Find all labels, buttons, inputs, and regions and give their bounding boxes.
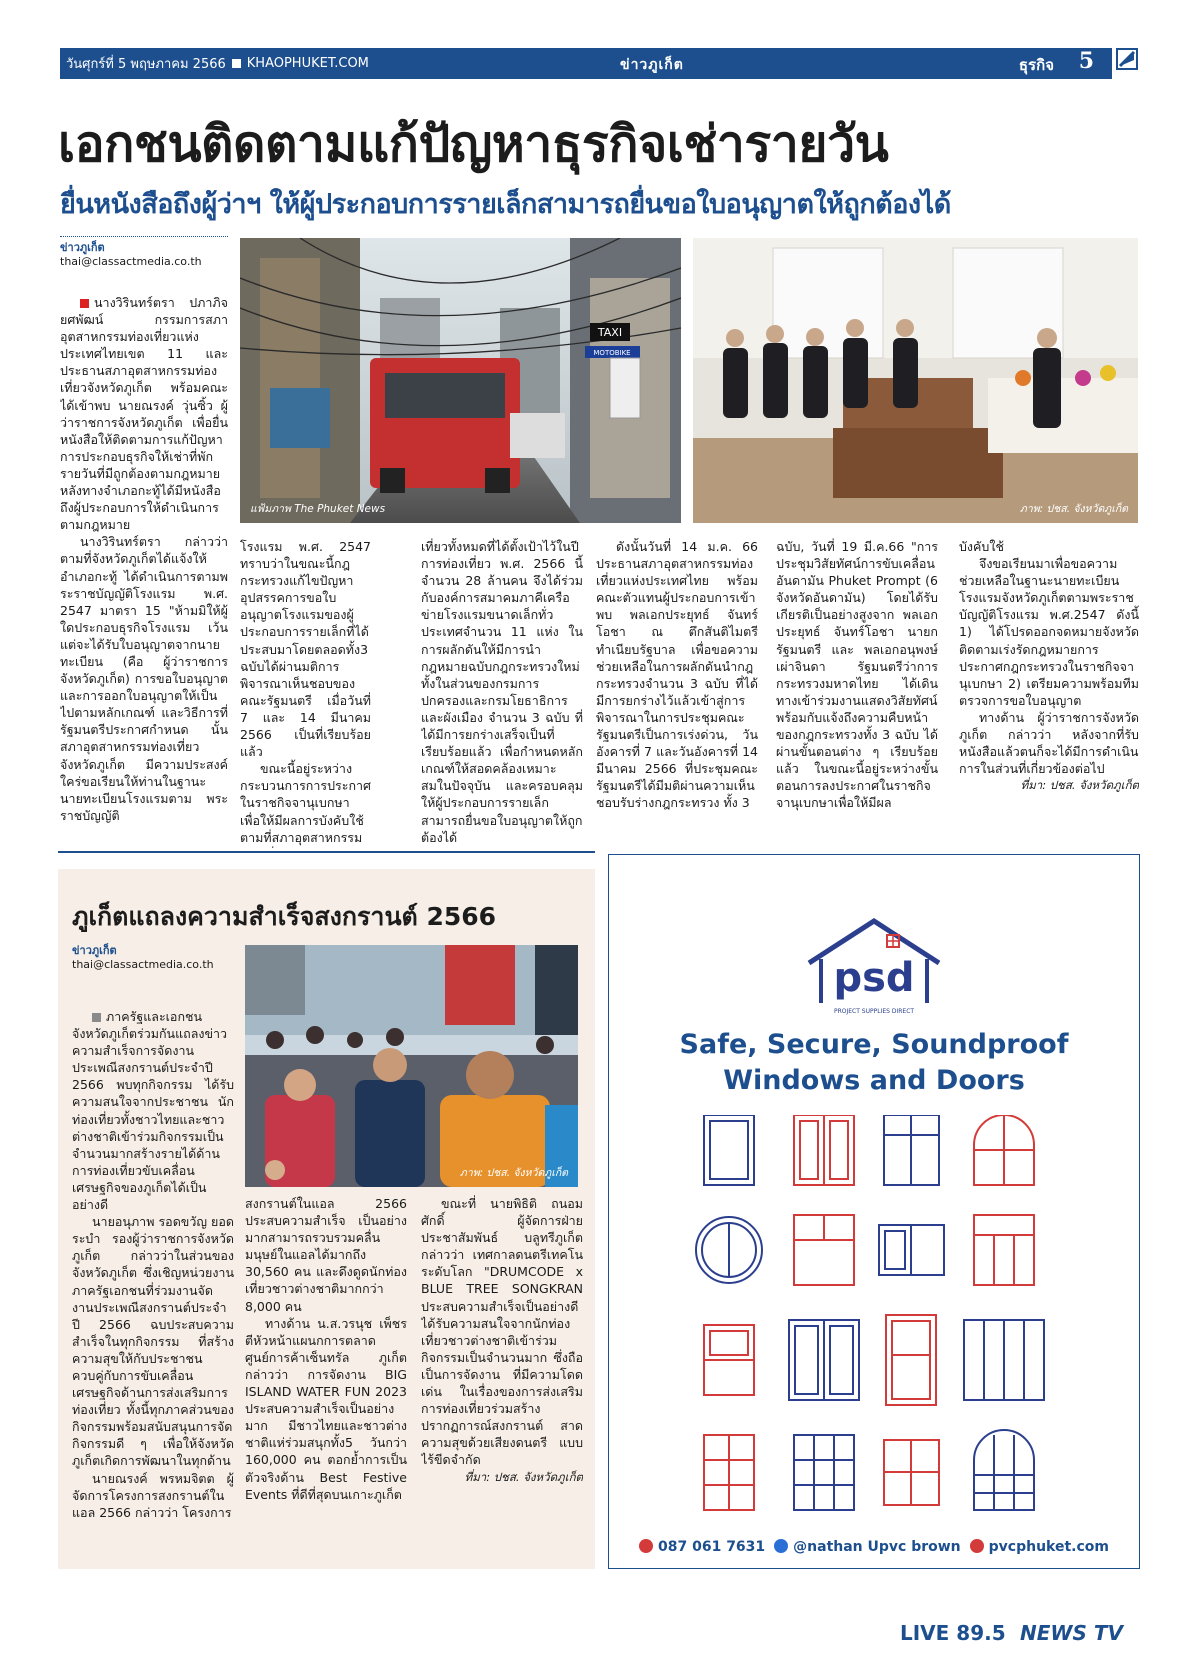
photo-caption: ภาพ: ปชส. จังหวัดภูเก็ต [1019, 503, 1128, 515]
double-window-icon [794, 1115, 854, 1185]
ad-tagline [609, 1027, 1139, 1099]
byline-email[interactable]: thai@classactmedia.co.th [60, 255, 202, 268]
article1-column-4 [596, 538, 758, 848]
phone-icon [639, 1539, 653, 1553]
sliding-window-icon [794, 1215, 854, 1285]
facebook-icon [774, 1539, 788, 1553]
news-tv-logo: NEWS TV [1020, 1621, 1123, 1645]
paragraph: โรงแรม พ.ศ. 2547 ทราบว่าในขณะนี้กฎกระทรวงแก้ไขปัญหาอุปสรรคการขอใบอนุญาตโรงแรมของผู้ประกอบการรายเล็กที่ได้ประสบมาโดยตลอดทั้ง3 ฉบับได้ผ่านมติการพิจารณาเห็นชอบของคณะรัฐมนตรี เมื่อวันที่ 7 และ 14 มีนาคม 2566 เป็นที่เรียบร้อยแล้ว [240, 539, 371, 760]
bullet-marker [92, 1013, 101, 1022]
meeting-photo [693, 238, 1138, 523]
paragraph: จึงขอเรียนมาเพื่อขอความช่วยเหลือในฐานะนายทะเบียนโรงแรมจังหวัดภูเก็ตตามพระราชบัญญัติโรงแรม พ.ศ.2547 ดังนี้ 1) ได้โปรดออกจดหมายจังหวัดติดตามเร่งรัดกฎหมายการประกาศกฎกระทรวงในราชกิจจานุเบกษา 2) เตรียมความพร้อมทีมตรวจการขอใบอนุญาต [959, 556, 1139, 708]
casement-window-icon [974, 1215, 1034, 1285]
street-photo [240, 238, 681, 523]
site-url[interactable]: KHAOPHUKET.COM [246, 56, 369, 71]
separator-square [232, 59, 241, 68]
paragraph: ฉบับ, วันที่ 19 มี.ค.66 "การประชุมวิสัยทัศน์การขับเคลื่อนอันดามัน Phuket Prompt (6 จังหวัดอันดามัน) โดยได้รับเกียรติเป็นอย่างสูงจาก พลเอกประยุทธ์ จันทร์โอชา นายกรัฐมนตรี และ พลเอกอนุพงษ์ เผ่าจินดา รัฐมนตรีว่าการกระทรวงมหาดไทย ได้เดินทางเข้าร่วมงานแสดงวิสัยทัศน์ พร้อมกับแจ้งถึงความคืบหน้าของกฎกระทรวงทั้ง 3 ฉบับ ได้ผ่านขั้นตอนต่าง ๆ เรียบร้อยแล้ว ในขณะนี้อยู่ระหว่างขั้นตอนการลงประกาศในราชกิจจานุเบกษาเพื่อให้มีผล [776, 539, 938, 811]
article2-column-2 [245, 1195, 407, 1563]
phone-number: 087 061 7631 [658, 1539, 766, 1555]
section-name: ธุรกิจ [1018, 56, 1054, 74]
paragraph: ทางด้าน น.ส.วรนุช เพ็ชรตีหัวหน้าแผนกการตลาดศูนย์การค้าเซ็นทรัล ภูเก็ต กล่าวว่า การจัดงาน BIG ISLAND WATER FUN 2023 ประสบความสำเร็จเป็นอย่างมาก มีชาวไทยและชาวต่างชาติแห่ร่วมสนุกทั้ง5 วันกว่า 160,000 คน ตอกย้ำการเป็นตัวจริงด้าน Best Festive Events ที่ดีที่สุดบนเกาะภูเก็ต [245, 1315, 407, 1502]
article2-column-3 [421, 1195, 583, 1563]
ad-contacts [639, 1539, 1109, 1555]
bullet-marker [80, 299, 89, 308]
tagline-line-1: Safe, Secure, Soundproof [679, 1029, 1069, 1060]
main-subheadline: ยื่นหนังสือถึงผู้ว่าฯ ให้ผู้ประกอบการรายเล็กสามารถยื่นขอใบอนุญาตให้ถูกต้องได้ [60, 189, 951, 220]
article1-byline [60, 241, 202, 269]
article1-column-6 [959, 538, 1139, 848]
byline-name: ข่าวภูเก็ต [60, 241, 105, 254]
single-window-icon [704, 1115, 754, 1185]
grid-window-icon [704, 1435, 754, 1510]
songkran-title: ภูเก็ตแถลงความสำเร็จสงกรานต์ 2566 [72, 902, 497, 931]
website-url: pvcphuket.com [988, 1539, 1109, 1555]
fixed-window-icon [884, 1440, 939, 1505]
arched-grid-window-icon [974, 1430, 1034, 1510]
byline-email[interactable]: thai@classactmedia.co.th [72, 958, 214, 971]
footer-logos [900, 1614, 1138, 1650]
article2-column-1 [72, 1008, 234, 1563]
article1-column-1 [60, 294, 228, 854]
paragraph: ขณะนี้อยู่ระหว่างกระบวนการการประกาศในราชกิจจานุเบกษา เพื่อให้มีผลการบังคับใช้ ตามที่สภาอุตสาหกรรม [240, 761, 371, 845]
live-radio-logo: LIVE 89.5 [900, 1621, 1006, 1645]
songkran-photo [245, 945, 578, 1187]
colonial-window-icon [794, 1435, 854, 1510]
article1-column-3 [421, 538, 583, 848]
taxi-sign: TAXI [597, 326, 623, 339]
psd-house-logo-icon [799, 913, 949, 1023]
photo-caption: ภาพ: ปชส. จังหวัดภูเก็ต [459, 1167, 568, 1179]
wide-window-icon [879, 1225, 944, 1275]
article1-column-5 [776, 538, 938, 848]
website-contact[interactable] [970, 1539, 1109, 1555]
page-header-bar [60, 48, 1112, 79]
paragraph: นางวิรินทร์ตรา ปภาภิจยศพัฒน์ กรรมการสภาอุตสาหกรรมท่องเที่ยวแห่งประเทศไทยเขต 11 และประธานสภาอุตสาหกรรมท่องเที่ยวจังหวัดภูเก็ต พร้อมคณะ ได้เข้าพบ นายณรงค์ วุ่นซิ้ว ผู้ว่าราชการจังหวัดภูเก็ต เพื่อยื่นหนังสือให้ติดตามการแก้ปัญหาการประกอบธุรกิจให้เช่าที่พักรายวันที่มีถูกต้องตามกฎหมาย หลังทางจำเภอกะทู้ได้มีหนังสือถึงผู้ประกอบการให้ดำเนินการตามกฎหมาย [60, 295, 228, 533]
panel-window-icon [704, 1325, 754, 1395]
facebook-handle: @nathan Upvc brown [793, 1539, 961, 1555]
transom-window-icon [884, 1115, 939, 1185]
byline-name: ข่าวภูเก็ต [72, 944, 117, 957]
article2-source: ที่มา: ปชส. จังหวัดภูเก็ต [464, 1469, 583, 1484]
paragraph: นายณรงค์ พรหมจิตต ผู้จัดการโครงการสงกรานต์ในแอล 2566 กล่าวว่า โครงการ [72, 1470, 234, 1520]
main-headline: เอกชนติดตามแก้ปัญหาธุรกิจเช่ารายวัน [58, 115, 889, 173]
round-window-icon [696, 1217, 762, 1283]
globe-icon [970, 1539, 984, 1553]
photo-caption: แฟ้มภาพ The Phuket News [250, 503, 386, 515]
corner-arrow-icon [1116, 48, 1138, 70]
phone-contact[interactable] [639, 1539, 765, 1555]
paragraph: ภาครัฐและเอกชนจังหวัดภูเก็ตร่วมกันแถลงข่าวความสำเร็จการจัดงานประเพณีสงกรานต์ประจำปี 2566 พบทุกกิจกรรม ได้รับความสนใจจากประชาชน นักท่องเที่ยวทั้งชาวไทยและชาวต่างชาติเข้าร่วมกิจกรรมเป็นจำนวนมากสร้างรายได้ด้านการท่องเที่ยวขับเคลื่อนเศรษฐกิจของภูเก็ตได้เป็นอย่างดี [72, 1009, 234, 1213]
arched-window-icon [974, 1115, 1034, 1185]
paragraph: นายอนุภาพ รอดขวัญ ยอดระบำ รองผู้ว่าราชการจังหวัดภูเก็ต กล่าวว่าในส่วนของจังหวัดภูเก็ต ซึ่งเชิญหน่วยงานภาครัฐเอกชนที่ร่วมงานจัดงานประเพณีสงกรานต์ประจำปี 2566 ฉบประสบความสำเร็จในทุกกิจกรรม ที่สร้างความสุขให้กับประชาชนควบคู่กับการขับเคลื่อนเศรษฐกิจด้านการส่งเสริมการท่องเที่ยว ทั้งนี้ทุกภาคส่วนของกิจกรรมพร้อมสนับสนุนการจัดกิจกรรมดี ๆ เพื่อให้จังหวัดภูเก็ตเกิดการพัฒนาในทุกด้าน [72, 1214, 234, 1469]
article2-byline [72, 944, 214, 972]
paper-logo: ข่าวภูเก็ต [620, 57, 684, 73]
paragraph: นางวิรินทร์ตรา กล่าวว่า ตามที่จังหวัดภูเก็ตได้แจ้งให้อำเภอกะทู้ ได้ดำเนินการตามพระราชบัญญัติโรงแรม พ.ศ. 2547 มาตรา 15 "ห้ามมิให้ผู้ใดประกอบธุรกิจโรงแรม เว้นแต่จะได้รับใบอนุญาตจากนายทะเบียน (คือ ผู้ว่าราชการจังหวัดภูเก็ต) การขอใบอนุญาตและการออกใบอนุญาตให้เป็นไปตามหลักเกณฑ์ และวิธีการที่รัฐมนตรีประกาศกำหนด นั้น สภาอุตสาหกรรมท่องเที่ยวจังหวัดภูเก็ต มีความประสงค์ใคร่ขอเรียนให้ท่านในฐานะนายทะเบียนโรงแรมตาม พระราชบัญญัติ [60, 534, 228, 823]
brand-name: psd [833, 955, 915, 1001]
issue-date: วันศุกร์ที่ 5 พฤษภาคม 2566 [66, 57, 226, 72]
page-number: 5 [1078, 48, 1094, 74]
paragraph: สงกรานต์ในแอล 2566 ประสบความสำเร็จ เป็นอย่างมากสามารถรวบรวมคลื่นมนุษย์ในแอลได้มากถึง 30,560 คน และดึงดูดนักท่องเที่ยวชาวต่างชาติมากกว่า 8,000 คน [245, 1196, 407, 1314]
psd-advertisement[interactable] [608, 854, 1140, 1569]
motobike-sign: MOTOBIKE [593, 349, 631, 357]
brand-subtitle: PROJECT SUPPLIES DIRECT [833, 1008, 915, 1015]
paragraph: บังคับใช้ [959, 539, 1004, 554]
sliding-door-icon [964, 1320, 1044, 1400]
byline-rule [60, 236, 228, 237]
facebook-contact[interactable] [774, 1539, 961, 1555]
paragraph: ทางด้าน ผู้ว่าราชการจังหวัดภูเก็ต กล่าวว่า หลังจากที่รับหนังสือแล้วตนก็จะได้มีการดำเนินการในส่วนที่เกี่ยวข้องต่อไป [959, 709, 1139, 777]
paragraph: เที่ยวทั้งหมดที่ได้ตั้งเป้าไว้ในปีการท่องเที่ยว พ.ศ. 2566 นี้จำนวน 28 ล้านคน จึงได้ร่วมกับองค์การสมาคมภาคีเครือข่ายโรงแรมขนาดเล็กทั่วประเทศจำนวน 11 แห่ง ในการผลักดันให้มีการนำกฎหมายฉบับกฎกระทรวงใหม่ ทั้งในส่วนของกรมการปกครองและกรมโยธาธิการ และผังเมือง จำนวน 3 ฉบับ ที่ได้มีการยกร่างเสร็จเป็นที่เรียบร้อยแล้ว เพื่อกำหนดหลักเกณฑ์ให้สอดคล้องเหมาะสมในปัจจุบัน และครอบคลุมให้ผู้ประกอบการรายเล็กสามารถยื่นขอใบอนุญาตให้ถูกต้องได้ [421, 539, 583, 845]
french-door-icon [789, 1320, 859, 1400]
article1-column-2 [240, 538, 371, 848]
section-divider [58, 851, 595, 853]
window-door-grid [609, 1115, 1139, 1525]
tagline-line-2: Windows and Doors [723, 1065, 1025, 1096]
tall-door-icon [886, 1315, 936, 1405]
article1-source: ที่มา: ปชส. จังหวัดภูเก็ต [1020, 778, 1139, 793]
paragraph: ดังนั้นวันที่ 14 ม.ค. 66 ประธานสภาอุตสาหกรรมท่องเที่ยวแห่งประเทศไทย พร้อมคณะตัวแทนผู้ประกอบการเข้าพบ พลเอกประยุทธ์ จันทร์โอชา ณ ตึกสันติไมตรี ทำเนียบรัฐบาล เพื่อขอความช่วยเหลือในการผลักดันนำกฎกระทรวงจำนวน 3 ฉบับ ที่ได้มีการยกร่างไว้แล้วเข้าสู่การพิจารณาในการประชุมคณะรัฐมนตรีเป็นการเร่งด่วน, วันอังคารที่ 7 และวันอังคารที่ 14 มีนาคม 2566 ที่ประชุมคณะรัฐมนตรีได้มีมติผ่านความเห็นชอบรับร่างกฎกระทรวง ทั้ง 3 [596, 539, 758, 811]
paragraph: ขณะที่ นายพิธิติ ถนอมศักดิ์ ผู้จัดการฝ่ายประชาสัมพันธ์ บลูทรีภูเก็ต กล่าวว่า เทศกาลดนตรีเทคโนระดับโลก "DRUMCODE x BLUE TREE SONGKRAN ประสบความสำเร็จเป็นอย่างดี ได้รับความสนใจจากนักท่องเที่ยวชาวต่างชาติเข้าร่วมกิจกรรมเป็นจำนวนมาก ซึ่งถือเป็นการจัดงาน ที่มีความโดดเด่น ในเรื่องของการส่งเสริมการท่องเที่ยวร่วมสร้างปรากฏการณ์สงกรานต์ สาดความสุขด้วยเสียงดนตรี แบบไร้ขีดจำกัด [421, 1196, 583, 1468]
